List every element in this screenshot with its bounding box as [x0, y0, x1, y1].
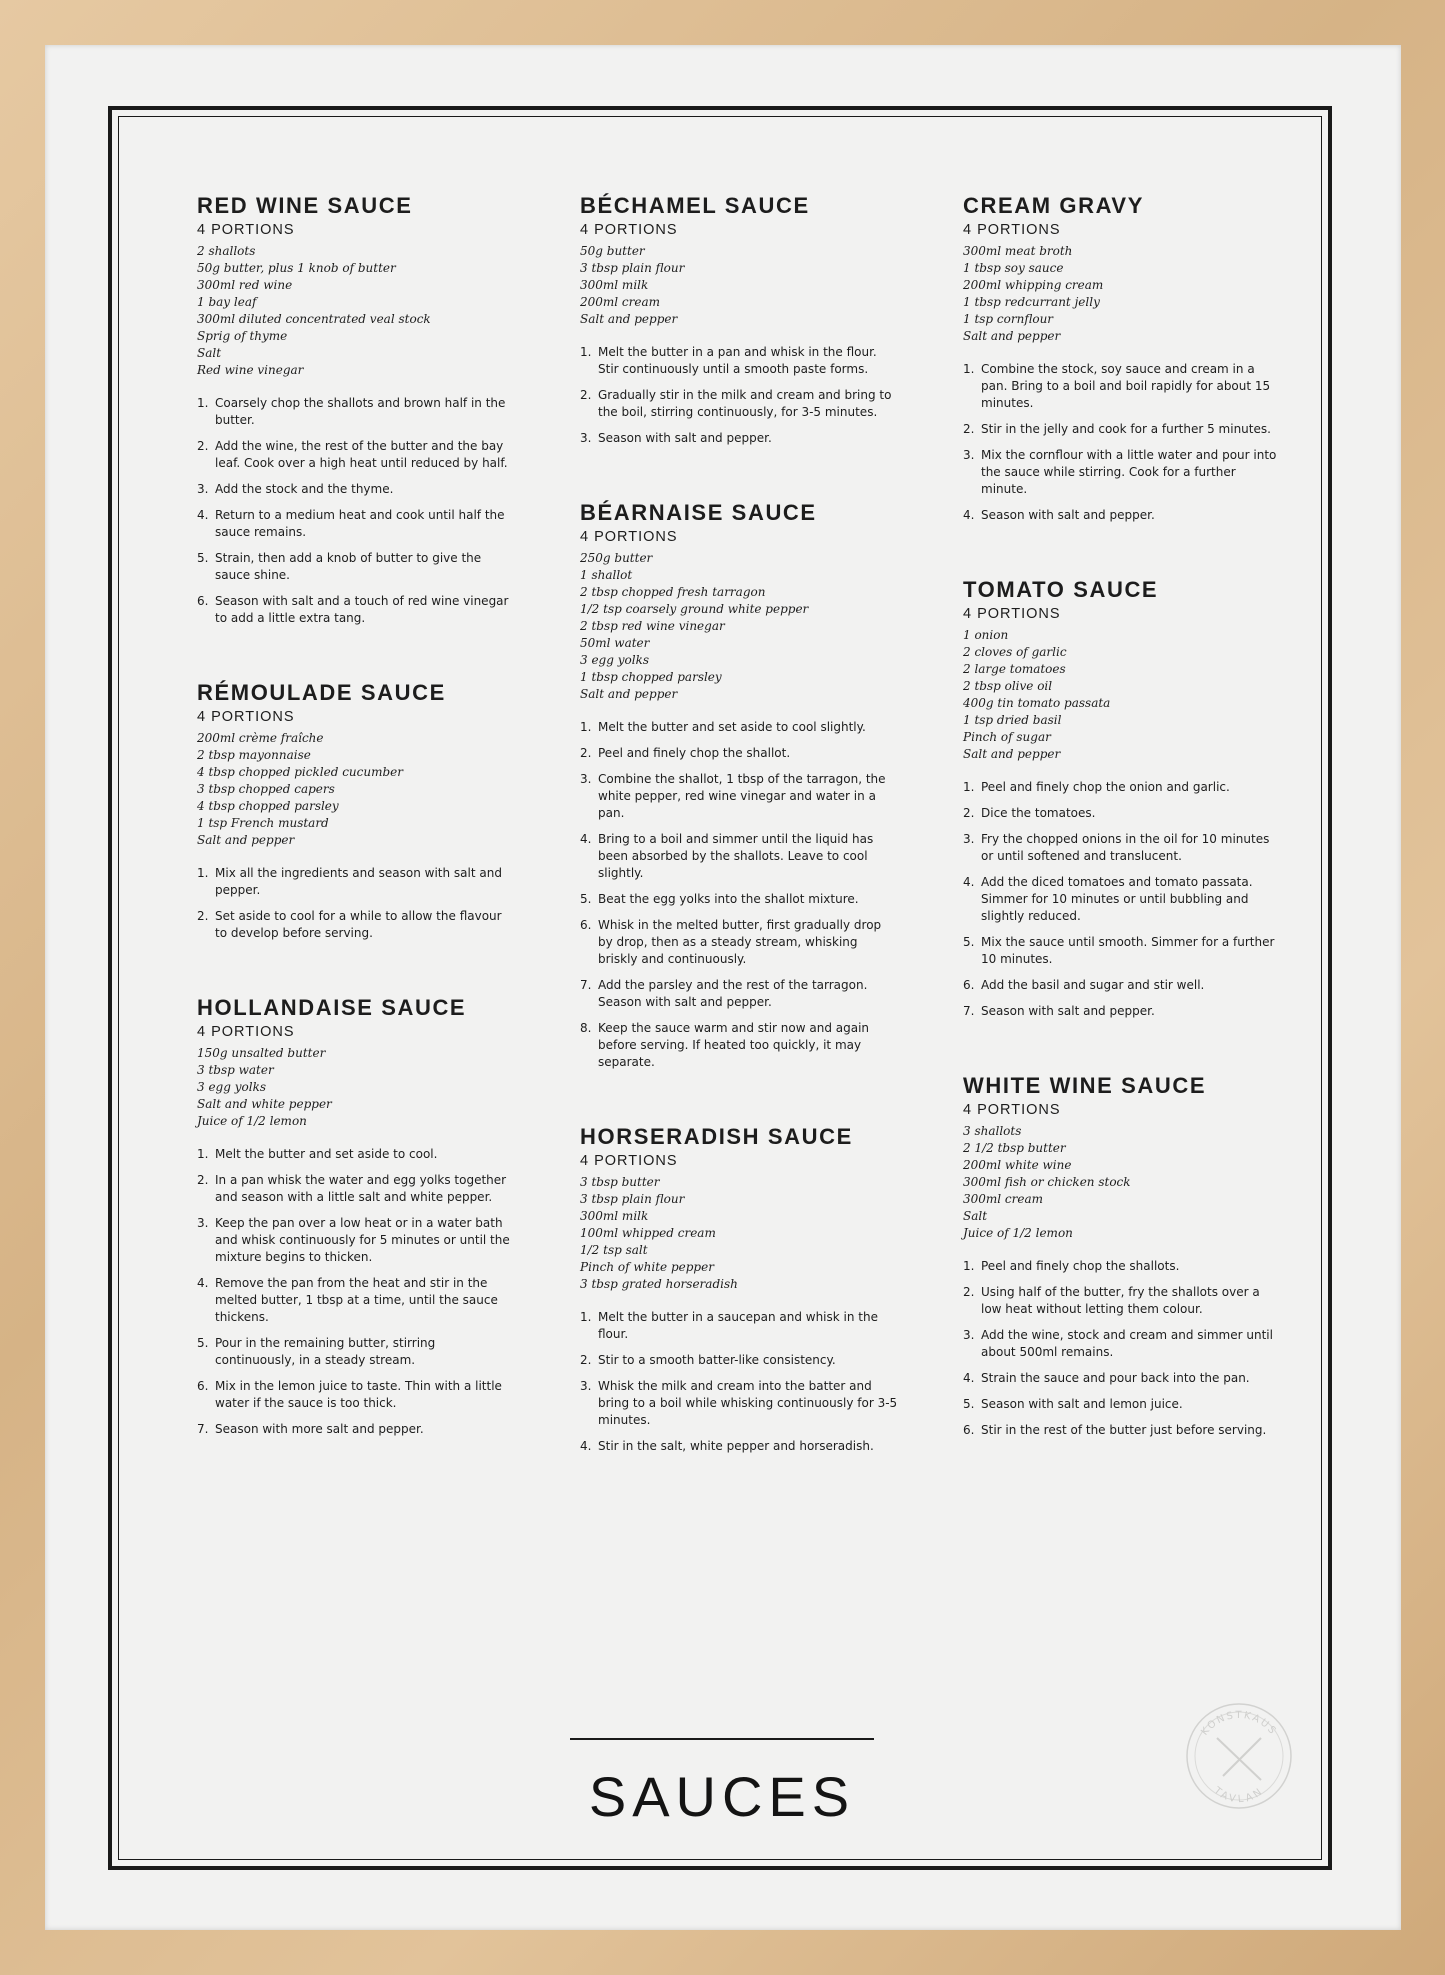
step-text: Peel and finely chop the shallot.: [598, 746, 791, 760]
step-text: Stir to a smooth batter-like consistency.: [598, 1353, 836, 1367]
ingredient-item: 300ml milk: [580, 1209, 649, 1223]
step-text: Combine the shallot, 1 tbsp of the tarragon, the white pepper, red wine vinegar and water in a pan.: [598, 772, 886, 820]
step-text: Season with salt and a touch of red wine vinegar to add a little extra tang.: [215, 594, 509, 625]
ingredient-item: 2 tbsp olive oil: [963, 679, 1053, 693]
ingredient-item: 200ml white wine: [963, 1158, 1072, 1172]
step-text: Strain, then add a knob of butter to give the sauce shine.: [215, 551, 482, 582]
step-text: Mix in the lemon juice to taste. Thin with a little water if the sauce is too thick.: [215, 1379, 502, 1410]
ingredient-item: 3 tbsp butter: [580, 1175, 660, 1189]
recipe-block: [197, 994, 515, 1438]
ingredient-item: 2 large tomatoes: [963, 662, 1066, 676]
step-text: Bring to a boil and simmer until the liquid has been absorbed by the shallots. Leave to cool slightly.: [598, 832, 874, 880]
ingredient-item: 300ml fish or chicken stock: [963, 1175, 1131, 1189]
step-item: 1. Melt the butter in a pan and whisk in the flour. Stir continuously until a smooth paste forms.: [580, 345, 877, 376]
title-rule: [570, 1738, 874, 1740]
column-right: [963, 192, 1281, 1491]
step-text: Add the stock and the thyme.: [215, 482, 394, 496]
ingredient-item: 200ml crème fraîche: [197, 731, 324, 745]
ingredient-item: 150g unsalted butter: [197, 1046, 326, 1060]
step-item: 3. Add the wine, stock and cream and simmer until about 500ml remains.: [963, 1328, 1273, 1359]
ingredient-item: 1/2 tsp salt: [580, 1243, 648, 1257]
ingredient-item: 1 tsp French mustard: [197, 816, 329, 830]
column-middle: [580, 192, 898, 1507]
step-item: 5. Pour in the remaining butter, stirring continuously, in a steady stream.: [197, 1336, 436, 1367]
step-text: Season with salt and pepper.: [598, 431, 772, 445]
step-text: Stir in the salt, white pepper and horseradish.: [598, 1439, 874, 1453]
ingredient-item: 2 tbsp mayonnaise: [197, 748, 311, 762]
ingredient-item: 3 egg yolks: [197, 1080, 266, 1094]
seal-bottom-text: TAVLAN: [1211, 1785, 1267, 1806]
recipe-portions: 4 PORTIONS: [197, 222, 295, 238]
ingredient-item: 3 shallots: [963, 1124, 1022, 1138]
step-item: 6. Mix in the lemon juice to taste. Thin with a little water if the sauce is too thick.: [197, 1379, 502, 1410]
step-item: 2. Stir in the jelly and cook for a further 5 minutes.: [963, 422, 1271, 436]
step-text: Peel and finely chop the shallots.: [981, 1259, 1180, 1273]
ingredient-item: Sprig of thyme: [197, 329, 288, 343]
recipe-title: HORSERADISH SAUCE: [580, 1124, 853, 1149]
ingredient-item: Salt and pepper: [197, 833, 295, 847]
step-text: Keep the pan over a low heat or in a water bath and whisk continuously for 5 minutes or until the mixture begins to thicken.: [215, 1216, 510, 1264]
seal-top-text: KONSTKAUS: [1199, 1709, 1279, 1738]
recipe-portions: 4 PORTIONS: [580, 529, 678, 545]
step-text: Remove the pan from the heat and stir in the melted butter, 1 tbsp at a time, until the sauce thickens.: [215, 1276, 498, 1324]
step-item: 2. Set aside to cool for a while to allow the flavour to develop before serving.: [197, 909, 502, 940]
step-text: Melt the butter in a pan and whisk in the flour. Stir continuously until a smooth paste forms.: [598, 345, 877, 376]
step-text: Stir in the rest of the butter just before serving.: [981, 1423, 1267, 1437]
ingredient-item: 100ml whipped cream: [580, 1226, 716, 1240]
step-text: Melt the butter and set aside to cool slightly.: [598, 720, 866, 734]
step-text: Return to a medium heat and cook until half the sauce remains.: [215, 508, 505, 539]
ingredient-item: 200ml cream: [580, 295, 661, 309]
ingredient-item: 250g butter: [580, 551, 653, 565]
step-item: 3. Season with salt and pepper.: [580, 431, 772, 445]
step-text: Mix all the ingredients and season with salt and pepper.: [215, 866, 502, 897]
step-item: 2. In a pan whisk the water and egg yolks together and season with a little salt and white pepper.: [197, 1173, 507, 1204]
step-list: [963, 779, 1281, 1020]
ingredient-item: 1 tsp cornflour: [963, 312, 1054, 326]
step-item: 5. Mix the sauce until smooth. Simmer for a further 10 minutes.: [963, 935, 1275, 966]
step-text: Combine the stock, soy sauce and cream in a pan. Bring to a boil and boil rapidly for about 15 minutes.: [981, 362, 1271, 410]
step-text: Stir in the jelly and cook for a further 5 minutes.: [981, 422, 1271, 436]
column-left: [197, 192, 515, 1490]
ingredient-item: 300ml meat broth: [963, 244, 1073, 258]
step-item: 2. Peel and finely chop the shallot.: [580, 746, 791, 760]
step-list: [963, 361, 1281, 524]
step-item: 4. Stir in the salt, white pepper and horseradish.: [580, 1439, 874, 1453]
recipe-block: [580, 1123, 898, 1455]
step-list: [580, 719, 898, 1071]
step-item: 4. Season with salt and pepper.: [963, 508, 1155, 522]
step-item: 2. Dice the tomatoes.: [963, 806, 1096, 820]
step-item: 7. Add the parsley and the rest of the tarragon. Season with salt and pepper.: [580, 978, 868, 1009]
ingredient-item: 1 tbsp soy sauce: [963, 261, 1064, 275]
step-item: 8. Keep the sauce warm and stir now and again before serving. If heated too quickly, it may separate.: [580, 1021, 870, 1069]
step-item: 1. Peel and finely chop the onion and garlic.: [963, 780, 1230, 794]
step-text: Peel and finely chop the onion and garlic.: [981, 780, 1230, 794]
step-list: [963, 1258, 1281, 1439]
step-item: 4. Return to a medium heat and cook until half the sauce remains.: [197, 508, 505, 539]
step-item: 1. Melt the butter in a saucepan and whisk in the flour.: [580, 1310, 878, 1341]
step-text: Add the wine, the rest of the butter and the bay leaf. Cook over a high heat until reduced by half.: [215, 439, 508, 470]
ingredient-list: [580, 550, 898, 703]
ingredient-item: 3 egg yolks: [580, 653, 649, 667]
ingredient-item: 2 tbsp chopped fresh tarragon: [580, 585, 766, 599]
step-item: 2. Using half of the butter, fry the shallots over a low heat without letting them colour.: [963, 1285, 1260, 1316]
step-item: 4. Remove the pan from the heat and stir in the melted butter, 1 tbsp at a time, until the sauce thickens.: [197, 1276, 498, 1324]
ingredient-item: 4 tbsp chopped parsley: [197, 799, 339, 813]
ingredient-item: 1 onion: [963, 628, 1009, 642]
ingredient-item: 3 tbsp plain flour: [580, 261, 685, 275]
step-text: Add the wine, stock and cream and simmer until about 500ml remains.: [981, 1328, 1273, 1359]
step-item: 1. Melt the butter and set aside to cool slightly.: [580, 720, 866, 734]
step-item: 2. Stir to a smooth batter-like consistency.: [580, 1353, 836, 1367]
step-item: 5. Strain, then add a knob of butter to give the sauce shine.: [197, 551, 482, 582]
ingredient-list: [580, 1174, 898, 1293]
step-list: [197, 395, 515, 627]
step-item: 5. Beat the egg yolks into the shallot mixture.: [580, 892, 859, 906]
recipe-block: [963, 1072, 1281, 1439]
step-list: [197, 865, 515, 942]
ingredient-item: 2 1/2 tbsp butter: [963, 1141, 1066, 1155]
step-text: Whisk the milk and cream into the batter and bring to a boil while whisking continuously for 3-5 minutes.: [598, 1379, 898, 1427]
step-item: 3. Mix the cornflour with a little water and pour into the sauce while stirring. Cook for a further minute.: [963, 448, 1277, 496]
step-item: 2. Add the wine, the rest of the butter and the bay leaf. Cook over a high heat until reduced by half.: [197, 439, 508, 470]
ingredient-item: 2 cloves of garlic: [963, 645, 1067, 659]
ingredient-item: 200ml whipping cream: [963, 278, 1104, 292]
step-text: Add the parsley and the rest of the tarragon. Season with salt and pepper.: [598, 978, 868, 1009]
recipe-title: BÉARNAISE SAUCE: [580, 500, 817, 525]
recipe-portions: 4 PORTIONS: [963, 606, 1061, 622]
step-text: Mix the sauce until smooth. Simmer for a further 10 minutes.: [981, 935, 1275, 966]
ingredient-item: 2 tbsp red wine vinegar: [580, 619, 725, 633]
step-item: 5. Season with salt and lemon juice.: [963, 1397, 1183, 1411]
step-item: 4. Bring to a boil and simmer until the liquid has been absorbed by the shallots. Leave to cool slightly.: [580, 832, 874, 880]
step-item: 1. Coarsely chop the shallots and brown half in the butter.: [197, 396, 506, 427]
recipe-block: [580, 499, 898, 1071]
ingredient-item: 1 shallot: [580, 568, 633, 582]
ingredient-item: Salt and pepper: [580, 687, 678, 701]
page-title: SAUCES: [588, 1765, 856, 1828]
ingredient-item: 300ml milk: [580, 278, 649, 292]
step-list: [197, 1146, 515, 1438]
recipe-portions: 4 PORTIONS: [197, 1024, 295, 1040]
ingredient-item: 50g butter: [580, 244, 645, 258]
recipe-title: BÉCHAMEL SAUCE: [580, 193, 810, 218]
step-text: Season with salt and pepper.: [981, 508, 1155, 522]
step-item: 3. Whisk the milk and cream into the batter and bring to a boil while whisking continuously for 3-5 minutes.: [580, 1379, 898, 1427]
ingredient-item: Salt and pepper: [963, 329, 1061, 343]
ingredient-item: 4 tbsp chopped pickled cucumber: [197, 765, 403, 779]
ingredient-item: Juice of 1/2 lemon: [963, 1226, 1073, 1240]
step-item: 7. Season with more salt and pepper.: [197, 1422, 424, 1436]
recipe-portions: 4 PORTIONS: [580, 222, 678, 238]
step-item: 3. Add the stock and the thyme.: [197, 482, 394, 496]
step-item: 4. Strain the sauce and pour back into the pan.: [963, 1371, 1250, 1385]
ingredient-item: 50g butter, plus 1 knob of butter: [197, 261, 396, 275]
ingredient-list: [197, 1045, 515, 1130]
ingredient-item: 50ml water: [580, 636, 650, 650]
step-text: Pour in the remaining butter, stirring continuously, in a steady stream.: [215, 1336, 436, 1367]
recipe-title: TOMATO SAUCE: [963, 577, 1159, 602]
step-item: 1. Peel and finely chop the shallots.: [963, 1259, 1180, 1273]
ingredient-list: [963, 243, 1281, 345]
ingredient-item: 3 tbsp chopped capers: [197, 782, 335, 796]
ingredient-item: 1 tbsp chopped parsley: [580, 670, 722, 684]
step-item: 3. Fry the chopped onions in the oil for 10 minutes or until softened and translucent.: [963, 832, 1270, 863]
recipe-block: [963, 576, 1281, 1020]
step-text: Melt the butter in a saucepan and whisk in the flour.: [598, 1310, 878, 1341]
recipe-block: [580, 192, 898, 447]
step-text: Coarsely chop the shallots and brown half in the butter.: [215, 396, 506, 427]
ingredient-list: [963, 1123, 1281, 1242]
ingredient-item: 1/2 tsp coarsely ground white pepper: [580, 602, 809, 616]
step-list: [580, 344, 898, 447]
ingredient-item: Salt and pepper: [963, 747, 1061, 761]
step-text: Melt the butter and set aside to cool.: [215, 1147, 438, 1161]
step-text: Add the diced tomatoes and tomato passata. Simmer for 10 minutes or until bubbling and slightly reduced.: [981, 875, 1253, 923]
step-text: Season with salt and lemon juice.: [981, 1397, 1183, 1411]
step-text: Beat the egg yolks into the shallot mixture.: [598, 892, 859, 906]
step-item: 4. Add the diced tomatoes and tomato passata. Simmer for 10 minutes or until bubbling and slightly reduced.: [963, 875, 1253, 923]
ingredient-item: 3 tbsp water: [197, 1063, 274, 1077]
step-text: Whisk in the melted butter, first gradually drop by drop, then as a steady stream, whisking briskly and continuously.: [598, 918, 882, 966]
ingredient-item: 300ml diluted concentrated veal stock: [197, 312, 431, 326]
ingredient-item: 300ml red wine: [197, 278, 293, 292]
recipe-portions: 4 PORTIONS: [580, 1153, 678, 1169]
recipe-title: CREAM GRAVY: [963, 193, 1144, 218]
ingredient-item: 400g tin tomato passata: [963, 696, 1111, 710]
step-item: 3. Combine the shallot, 1 tbsp of the tarragon, the white pepper, red wine vinegar and water in a pan.: [580, 772, 886, 820]
ingredient-item: Juice of 1/2 lemon: [197, 1114, 307, 1128]
ingredient-item: Salt and white pepper: [197, 1097, 332, 1111]
ingredient-item: 300ml cream: [963, 1192, 1044, 1206]
step-list: [580, 1309, 898, 1455]
ingredient-list: [963, 627, 1281, 763]
recipe-portions: 4 PORTIONS: [963, 1102, 1061, 1118]
step-text: Mix the cornflour with a little water and pour into the sauce while stirring. Cook for a further minute.: [981, 448, 1277, 496]
ingredient-item: 1 tsp dried basil: [963, 713, 1062, 727]
ingredient-list: [197, 730, 515, 849]
ingredient-item: Red wine vinegar: [197, 363, 304, 377]
recipe-portions: 4 PORTIONS: [963, 222, 1061, 238]
ingredient-item: 2 shallots: [197, 244, 256, 258]
ingredient-item: Pinch of white pepper: [580, 1260, 714, 1274]
step-text: Season with salt and pepper.: [981, 1004, 1155, 1018]
step-text: Set aside to cool for a while to allow the flavour to develop before serving.: [215, 909, 502, 940]
recipe-title: RÉMOULADE SAUCE: [197, 680, 446, 705]
step-text: Using half of the butter, fry the shallots over a low heat without letting them colour.: [981, 1285, 1260, 1316]
step-item: 3. Keep the pan over a low heat or in a water bath and whisk continuously for 5 minutes or until the mixture begins to thicken.: [197, 1216, 510, 1264]
ingredient-item: Salt and pepper: [580, 312, 678, 326]
recipe-portions: 4 PORTIONS: [197, 709, 295, 725]
step-text: Fry the chopped onions in the oil for 10 minutes or until softened and translucent.: [981, 832, 1270, 863]
ingredient-item: 1 tbsp redcurrant jelly: [963, 295, 1100, 309]
step-item: 1. Combine the stock, soy sauce and cream in a pan. Bring to a boil and boil rapidly for about 15 minutes.: [963, 362, 1271, 410]
step-text: In a pan whisk the water and egg yolks together and season with a little salt and white pepper.: [215, 1173, 507, 1204]
ingredient-list: [580, 243, 898, 328]
ingredient-item: 1 bay leaf: [197, 295, 257, 309]
ingredient-list: [197, 243, 515, 379]
step-item: 1. Mix all the ingredients and season with salt and pepper.: [197, 866, 502, 897]
recipe-block: [197, 679, 515, 942]
step-item: 6. Season with salt and a touch of red wine vinegar to add a little extra tang.: [197, 594, 509, 625]
ingredient-item: 3 tbsp grated horseradish: [580, 1277, 738, 1291]
step-item: 6. Add the basil and sugar and stir well.: [963, 978, 1205, 992]
step-item: 7. Season with salt and pepper.: [963, 1004, 1155, 1018]
embossed-seal-icon: [1183, 1700, 1295, 1812]
step-text: Strain the sauce and pour back into the pan.: [981, 1371, 1250, 1385]
ingredient-item: Pinch of sugar: [963, 730, 1051, 744]
step-text: Dice the tomatoes.: [981, 806, 1096, 820]
step-text: Add the basil and sugar and stir well.: [981, 978, 1205, 992]
step-item: 6. Whisk in the melted butter, first gradually drop by drop, then as a steady stream, whisking briskly and continuously.: [580, 918, 882, 966]
step-item: 2. Gradually stir in the milk and cream and bring to the boil, stirring continuously, for 3-5 minutes.: [580, 388, 892, 419]
step-text: Season with more salt and pepper.: [215, 1422, 424, 1436]
step-item: 1. Melt the butter and set aside to cool.: [197, 1147, 438, 1161]
ingredient-item: Salt: [963, 1209, 988, 1223]
step-text: Keep the sauce warm and stir now and again before serving. If heated too quickly, it may separate.: [598, 1021, 870, 1069]
recipe-title: RED WINE SAUCE: [197, 193, 413, 218]
recipe-title: WHITE WINE SAUCE: [963, 1073, 1207, 1098]
recipe-title: HOLLANDAISE SAUCE: [197, 995, 467, 1020]
recipe-block: [197, 192, 515, 627]
ingredient-item: Salt: [197, 346, 222, 360]
step-item: 6. Stir in the rest of the butter just before serving.: [963, 1423, 1267, 1437]
recipe-block: [963, 192, 1281, 524]
ingredient-item: 3 tbsp plain flour: [580, 1192, 685, 1206]
step-text: Gradually stir in the milk and cream and bring to the boil, stirring continuously, for 3-5 minutes.: [598, 388, 892, 419]
